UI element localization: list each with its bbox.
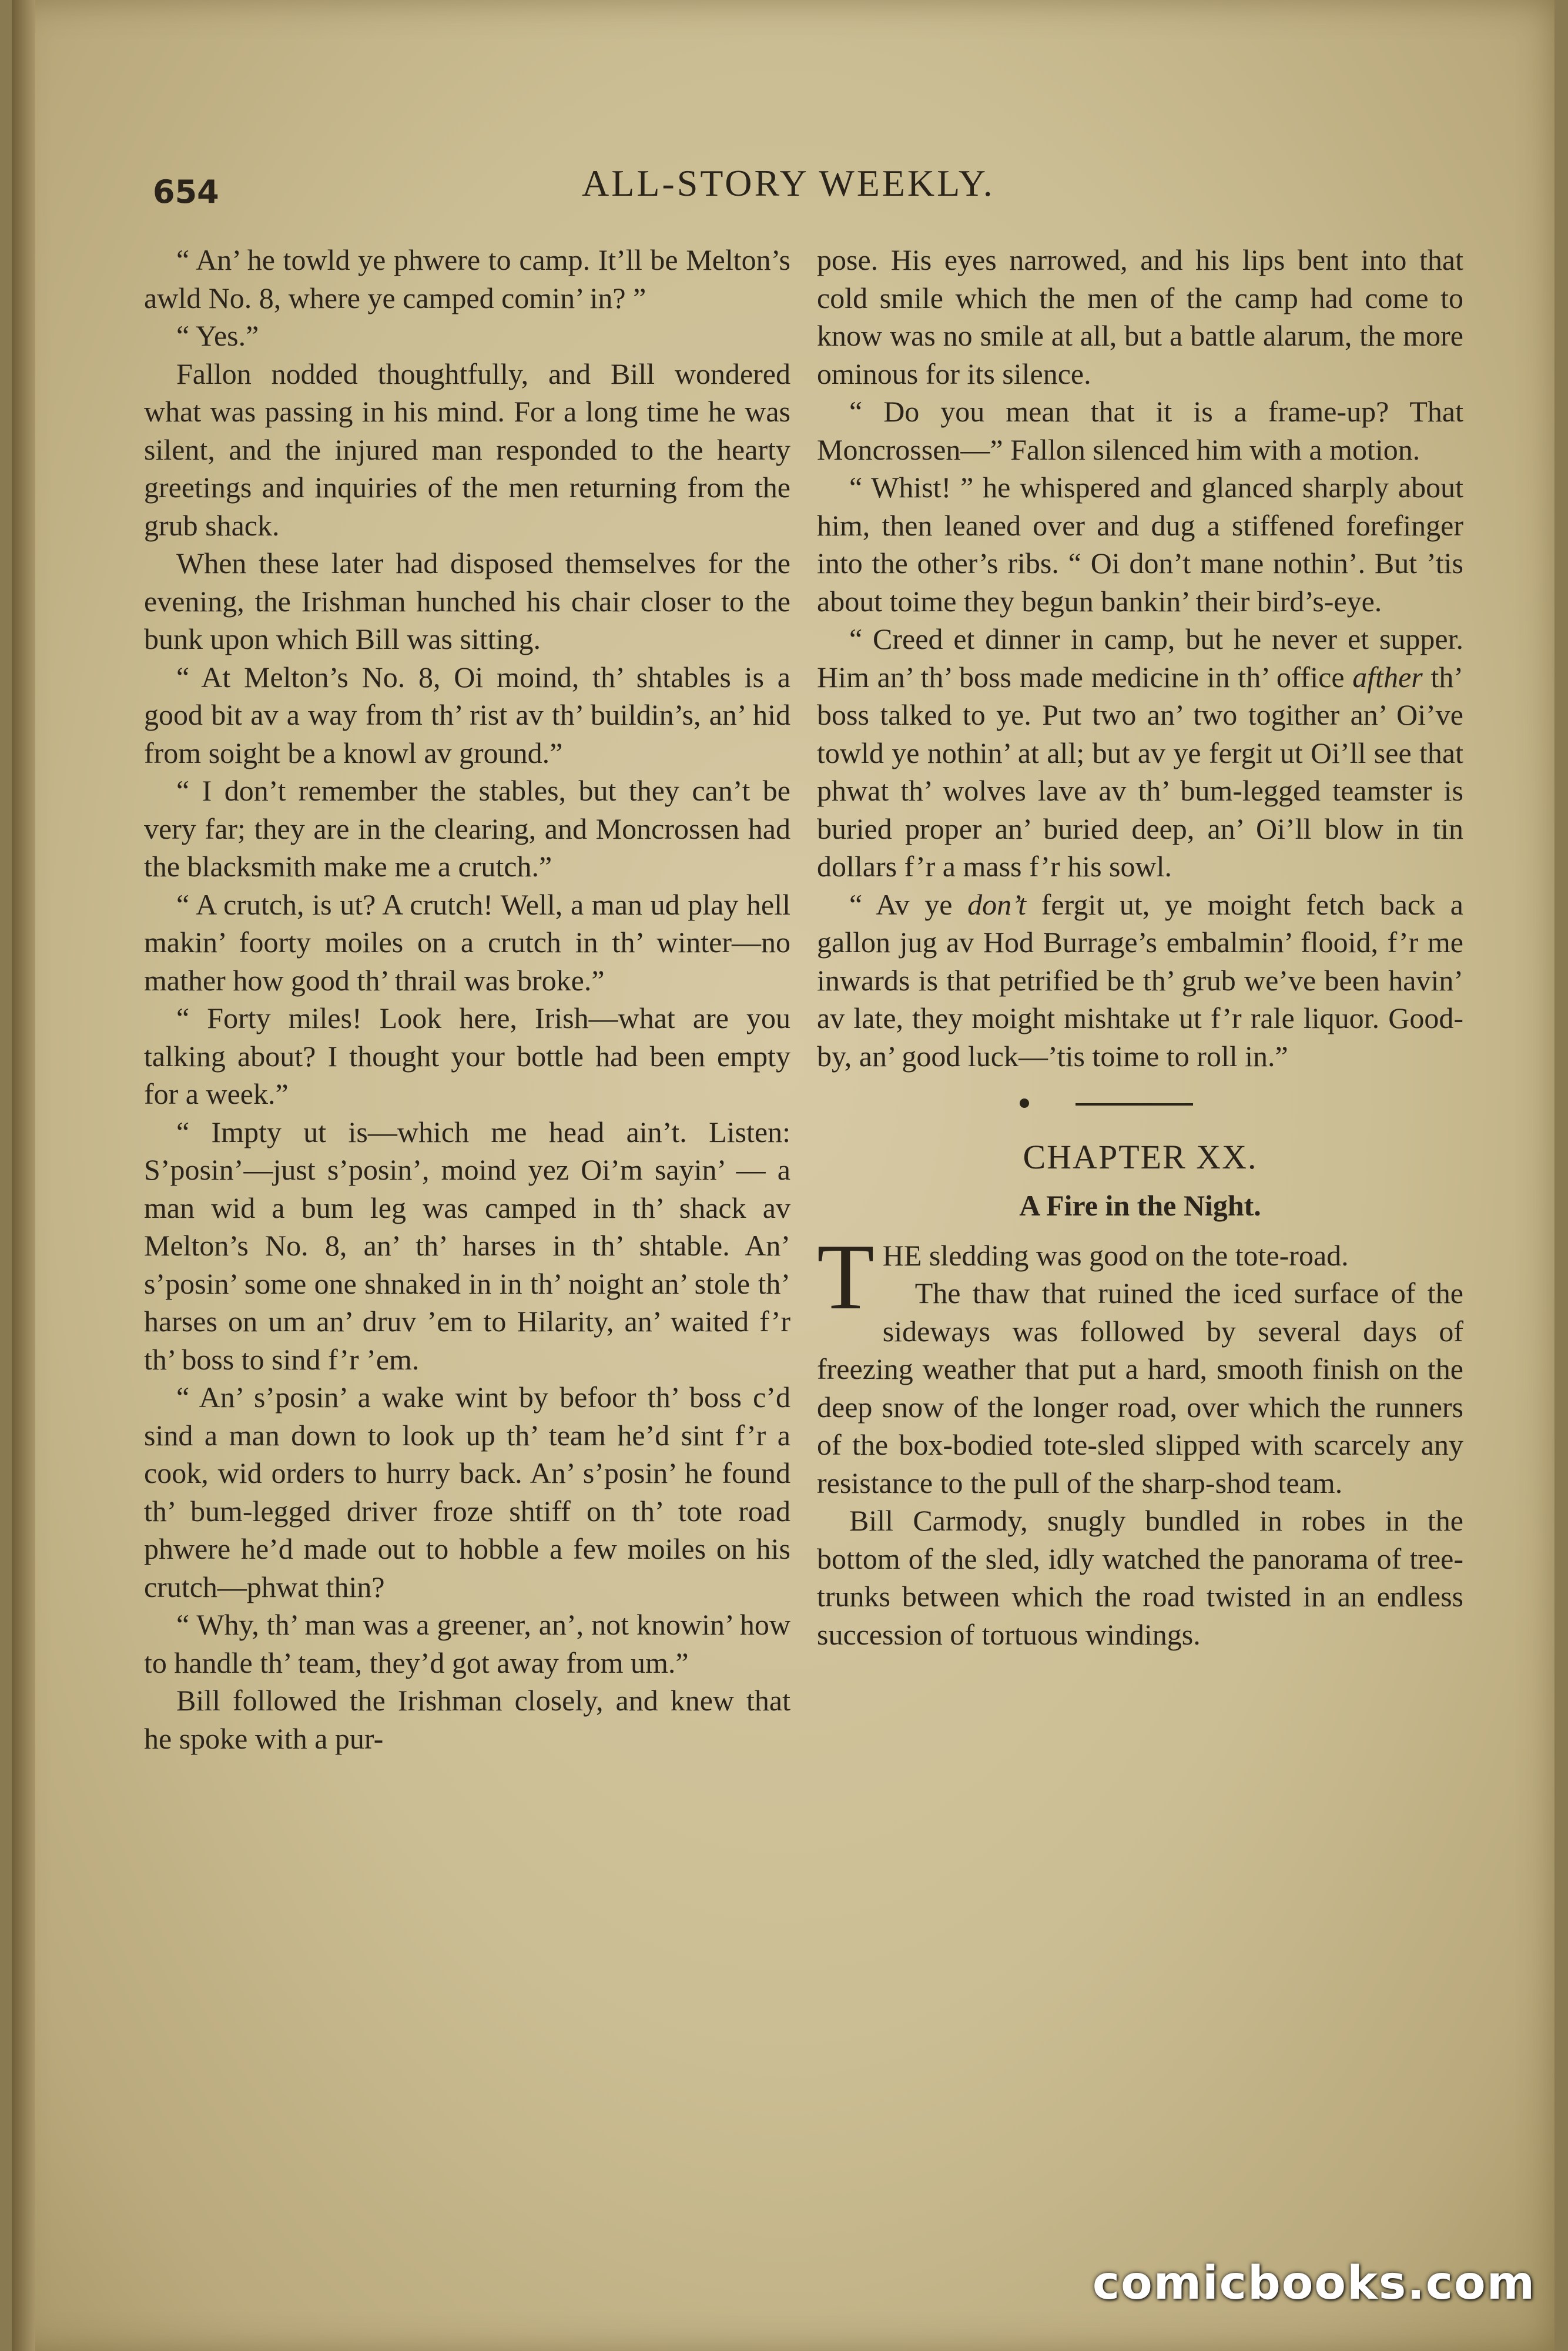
paragraph <box>817 886 1463 1076</box>
binding-edge <box>12 0 35 2351</box>
paragraph: Fallon nodded thoughtfully, and Bill wondered what was passing in his mind. For a long time he was silent, and the injured man responded to the hearty greetings and inquiries of the men returning from the grub shack. <box>144 357 790 542</box>
paragraph: The thaw that ruined the iced surface of the sideways was followed by several days of freezing weather that put a hard, smooth finish on the deep snow of the longer road, over which the runners of the box-bodied tote-sled slipped with scarcely any resistance to the pull of the sharp-shod team. <box>817 1277 1463 1499</box>
paragraph-text: HE sledding was good on the tote-road. <box>882 1238 1349 1272</box>
emphasis-text: don’t <box>967 888 1027 921</box>
paragraph: “ Do you mean that it is a frame-up? That Moncrossen—” Fallon silenced him with a motion. <box>817 395 1463 466</box>
watermark: comicbooks.com <box>1092 2257 1536 2310</box>
divider-dot <box>1020 1099 1029 1108</box>
magazine-page <box>12 0 1554 2351</box>
paragraph: “ Why, th’ man was a greener, an’, not knowin’ how to handle th’ team, they’d got away from um.” <box>144 1608 790 1679</box>
paragraph-text: “ Av ye <box>849 888 968 921</box>
left-column <box>144 241 790 1757</box>
paragraph-text: fergit ut, ye moight fetch back a gallon jug av Hod Burrage’s embalmin’ flooid, f’r me inwards is that petrified be th’ grub we’ve been havin’ av late, they moight mishtake ut f’r rale liquor. Good-by, an’ good luck—’tis toime to roll in.” <box>817 888 1463 1073</box>
emphasis-text: afther <box>1352 660 1423 694</box>
chapter-subtitle: A Fire in the Night. <box>1019 1189 1261 1222</box>
section-divider <box>817 1075 1463 1134</box>
paragraph: “ An’ s’posin’ a wake wint by befoor th’ boss c’d sind a man down to look up th’ team he’d sint f’r a cook, wid orders to hurry back. An’ s’posin’ he found th’ bum-legged driver froze shtiff on th’ tote road phwere he’d made out to hobble a few moiles on his crutch—phwat thin? <box>144 1381 790 1603</box>
paragraph: “ Whist! ” he whispered and glanced sharply about him, then leaned over and dug a stiffened forefinger into the other’s ribs. “ Oi don’t mane nothin’. But ’tis about toime they begun bankin’ their bird’s-eye. <box>817 471 1463 618</box>
paragraph: “ A crutch, is ut? A crutch! Well, a man ud play hell makin’ foorty moiles on a crutch in th’ winter—no mather how good th’ thrail was broke.” <box>144 888 790 997</box>
drop-cap: T <box>817 1224 875 1329</box>
paragraph: “ At Melton’s No. 8, Oi moind, th’ shtables is a good bit av a way from th’ rist av th’ buildin’s, an’ hid from soight be a knowl av ground.” <box>144 660 790 769</box>
paragraph: When these later had disposed themselves for the evening, the Irishman hunched his chair closer to the bunk upon which Bill was sitting. <box>144 547 790 655</box>
paragraph: pose. His eyes narrowed, and his lips bent into that cold smile which the men of the camp had come to know was no smile at all, but a battle alarum, the more ominous for its silence. <box>817 243 1463 390</box>
opening-paragraph <box>817 1224 1463 1329</box>
chapter-heading: CHAPTER XX. <box>1023 1138 1258 1176</box>
paragraph: “ Yes.” <box>176 319 259 352</box>
paragraph: “ I don’t remember the stables, but they can’t be very far; they are in the clearing, and Moncrossen had the blacksmith make me a crutch.” <box>144 774 790 883</box>
page-header <box>153 162 1446 215</box>
paragraph: “ Forty miles! Look here, Irish—what are you talking about? I thought your bottle had been empty for a week.” <box>144 1002 790 1110</box>
page-number: 654 <box>153 173 219 210</box>
paragraph-text: “ Creed et dinner in camp, but he never et supper. Him an’ th’ boss made medicine in th’ office <box>817 622 1463 694</box>
divider-rule <box>1076 1103 1193 1106</box>
running-title: ALL-STORY WEEKLY. <box>582 162 995 204</box>
paragraph-text: th’ boss talked to ye. Put two an’ two togither an’ Oi’ve towld ye nothin’ at all; but av ye fergit ut Oi’ll see that phwat th’ wolves lave av th’ bum-legged teamster is buried proper an’ buried deep, an’ Oi’ll blow in tin dollars f’r a mass f’r his sowl. <box>817 660 1463 883</box>
paragraph: Bill Carmody, snugly bundled in robes in the bottom of the sled, idly watched the panorama of tree-trunks between which the road twisted in an endless succession of tortuous windings. <box>817 1504 1463 1651</box>
right-column <box>817 241 1463 1653</box>
paragraph: “ An’ he towld ye phwere to camp. It’ll be Melton’s awld No. 8, where ye camped comin’ in? ” <box>144 243 790 314</box>
paragraph: Bill followed the Irishman closely, and knew that he spoke with a pur- <box>144 1684 790 1755</box>
paragraph <box>817 620 1463 886</box>
paragraph: “ Impty ut is—which me head ain’t. Listen: S’posin’—just s’posin’, moind yez Oi’m sayin’ — a man wid a bum leg was camped in th’ shack av Melton’s No. 8, an’ th’ harses in th’ shtable. An’ s’posin’ some one shnaked in in th’ noight an’ stole th’ harses on um an’ druv ’em to Hilarity, an’ waited f’r th’ boss to sind f’r ’em. <box>144 1115 790 1376</box>
